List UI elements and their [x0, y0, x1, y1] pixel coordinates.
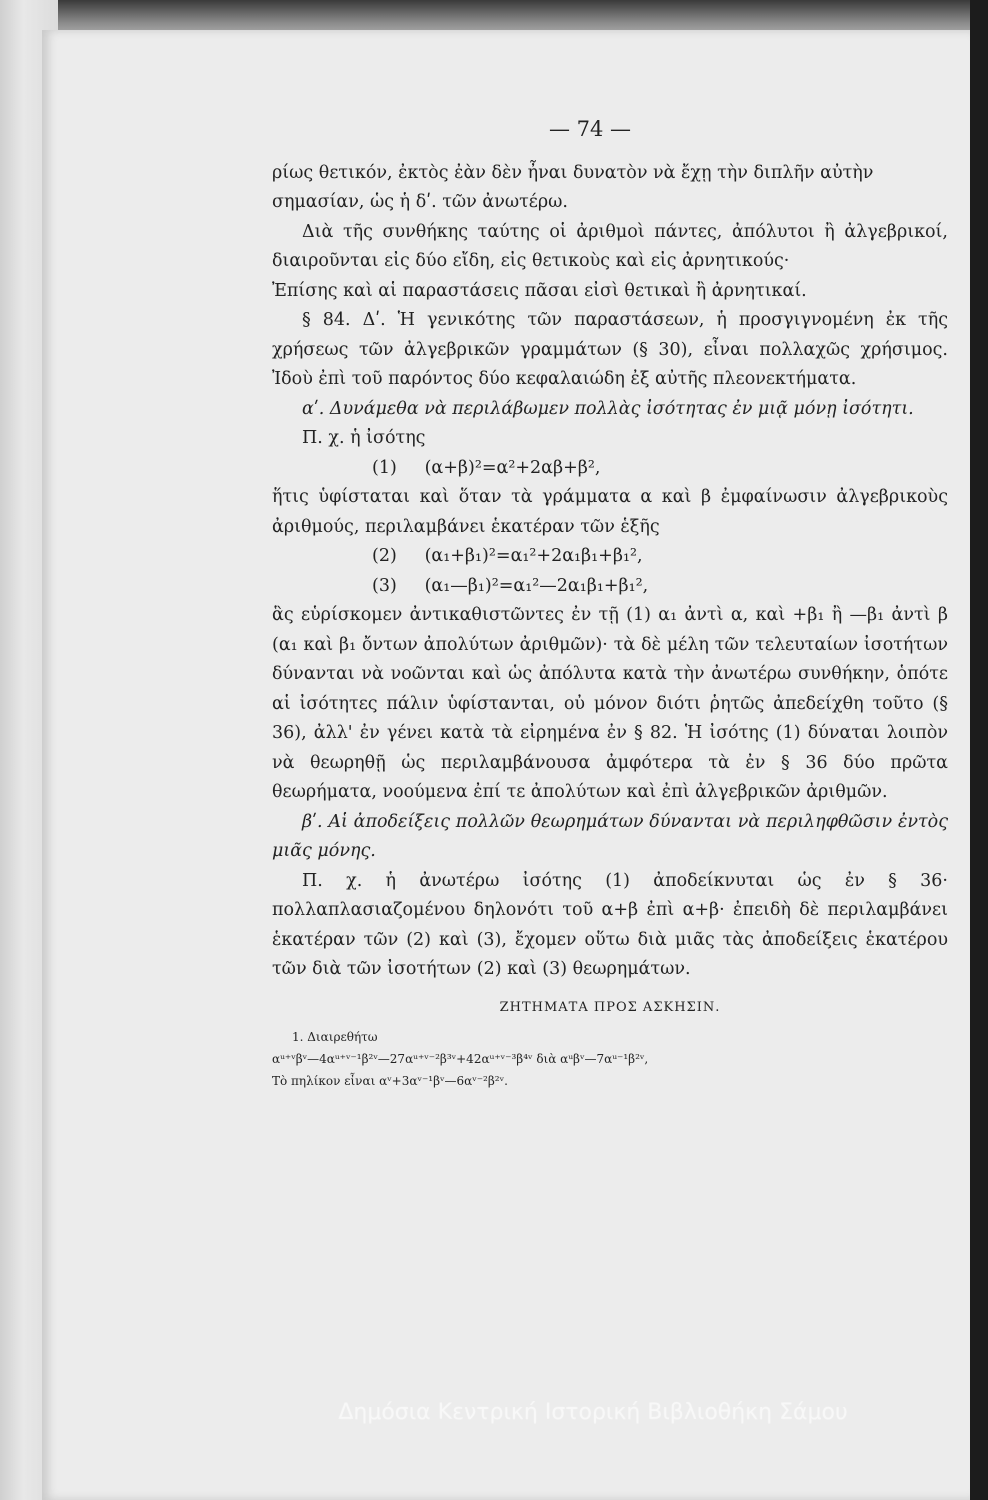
point-b: βʹ. Αἱ ἀποδείξεις πολλῶν θεωρημάτων δύνανται νὰ περιληφθῶσιν ἐντὸς μιᾶς μόνης. [272, 811, 948, 861]
page-number: — 74 — [548, 117, 632, 141]
text-line-2: σημασίαν, ὡς ἡ δʹ. τῶν ἀνωτέρω. [272, 192, 568, 212]
paragraph-categories: Διὰ τῆς συνθήκης ταύτης οἱ ἀριθμοὶ πάντες, ἀπόλυτοι ἢ ἀλγεβρικοί, διαιροῦνται εἰς δύο εἴδη, εἰς θετικοὺς καὶ εἰς ἀρνητικούς· [272, 221, 948, 271]
exercise-1-dividend: αᵘ⁺ᵛβᵛ—4αᵘ⁺ᵛ⁻¹β²ᵛ—27αᵘ⁺ᵛ⁻²β³ᵛ+42αᵘ⁺ᵛ⁻³β⁴ᵛ διὰ αᵘβᵛ—7αᵘ⁻¹β²ᵛ, [272, 1052, 649, 1066]
paragraph-proof: Π. χ. ἡ ἀνωτέρω ἰσότης (1) ἀποδείκνυται ὡς ἐν § 36· πολλαπλασιαζομένου δηλονότι τοῦ α+β ἐπὶ α+β· ἐπειδὴ δὲ περιλαμβάνει ἑκατέραν τῶν (2) καὶ (3), ἔχομεν οὕτω διὰ μιᾶς τὰς ἀποδείξεις ἑκατέρου τῶν διὰ τῶν ἰσοτήτων (2) καὶ (3) θεωρημάτων. [272, 870, 948, 979]
library-watermark: Δημόσια Κεντρική Ιστορική Βιβλιοθήκη Σάμου [338, 1400, 848, 1425]
text-line-1: ρίως θετικόν, ἐκτὸς ἐὰν δὲν ἦναι δυνατὸν νὰ ἔχῃ τὴν διπλῆν αὐτὴν [272, 162, 874, 183]
equation-3: (3) (α₁—β₁)²=α₁²—2α₁β₁+β₁², [372, 575, 649, 596]
equation-1: (1) (α+β)²=α²+2αβ+β², [372, 457, 601, 478]
paragraph-expressions: Ἐπίσης καὶ αἱ παραστάσεις πᾶσαι εἰσὶ θετικαὶ ἢ ἀρνητικαί. [272, 280, 807, 301]
section-84: § 84. Δʹ. Ἡ γενικότης τῶν παραστάσεων, ἡ προσγιγνομένη ἐκ τῆς χρήσεως τῶν ἀλγεβρικῶν γραμμάτων (§ 30), εἶναι πολλαχῶς χρήσιμος. Ἰδοὺ ἐπὶ τοῦ παρόντος δύο κεφαλαιώδη ἐξ αὐτῆς πλεονεκτήματα. [272, 310, 948, 389]
paragraph-substitution: ἃς εὑρίσκομεν ἀντικαθιστῶντες ἐν τῇ (1) α₁ ἀντὶ α, καὶ +β₁ ἢ —β₁ ἀντὶ β (α₁ καὶ β₁ ὄντων ἀπολύτων ἀριθμῶν)· τὰ δὲ μέλη τῶν τελευταίων ἰσοτήτων δύνανται νὰ νοῶνται καὶ ὡς ἀπόλυτα κατὰ τὴν ἀνωτέρω συνθήκην, ὁπότε αἱ ἰσότητες πάλιν ὑφίστανται, οὐ μόνον διότι ῥητῶς ἀπεδείχθη τοῦτο (§ 36), ἀλλ' ἐν γένει κατὰ τὰ εἰρημένα ἐν § 82. Ἡ ἰσότης (1) δύναται λοιπὸν νὰ θεωρηθῇ ὡς περιλαμβάνουσα ἀμφότερα τὰ ἐν § 36 δύο πρῶτα θεωρήματα, νοούμενα ἐπί τε ἀπολύτων καὶ ἐπὶ ἀλγεβρικῶν ἀριθμῶν. [272, 605, 948, 802]
exercise-1-quotient: Τὸ πηλίκον εἶναι αᵛ+3αᵛ⁻¹βᵛ—6αᵛ⁻²β²ᵛ. [272, 1074, 508, 1088]
exercise-1-label: 1. Διαιρεθήτω [292, 1030, 378, 1044]
equation-2: (2) (α₁+β₁)²=α₁²+2α₁β₁+β₁², [372, 546, 643, 566]
point-a: αʹ. Δυνάμεθα νὰ περιλάβωμεν πολλὰς ἰσότητας ἐν μιᾷ μόνῃ ἰσότητι. [302, 398, 914, 419]
example-intro: Π. χ. ἡ ἰσότης [302, 428, 426, 448]
paragraph-equation-explanation: ἥτις ὑφίσταται καὶ ὅταν τὰ γράμματα α καὶ β ἐμφαίνωσιν ἀλγεβρικοὺς ἀριθμούς, περιλαμβάνει ἑκατέραν τῶν ἑξῆς [272, 487, 948, 537]
scan-right-edge [970, 0, 988, 1500]
page-text [272, 115, 948, 1092]
exercises-heading: ΖΗΤΗΜΑΤΑ ΠΡΟΣ ΑΣΚΗΣΙΝ. [499, 999, 721, 1015]
